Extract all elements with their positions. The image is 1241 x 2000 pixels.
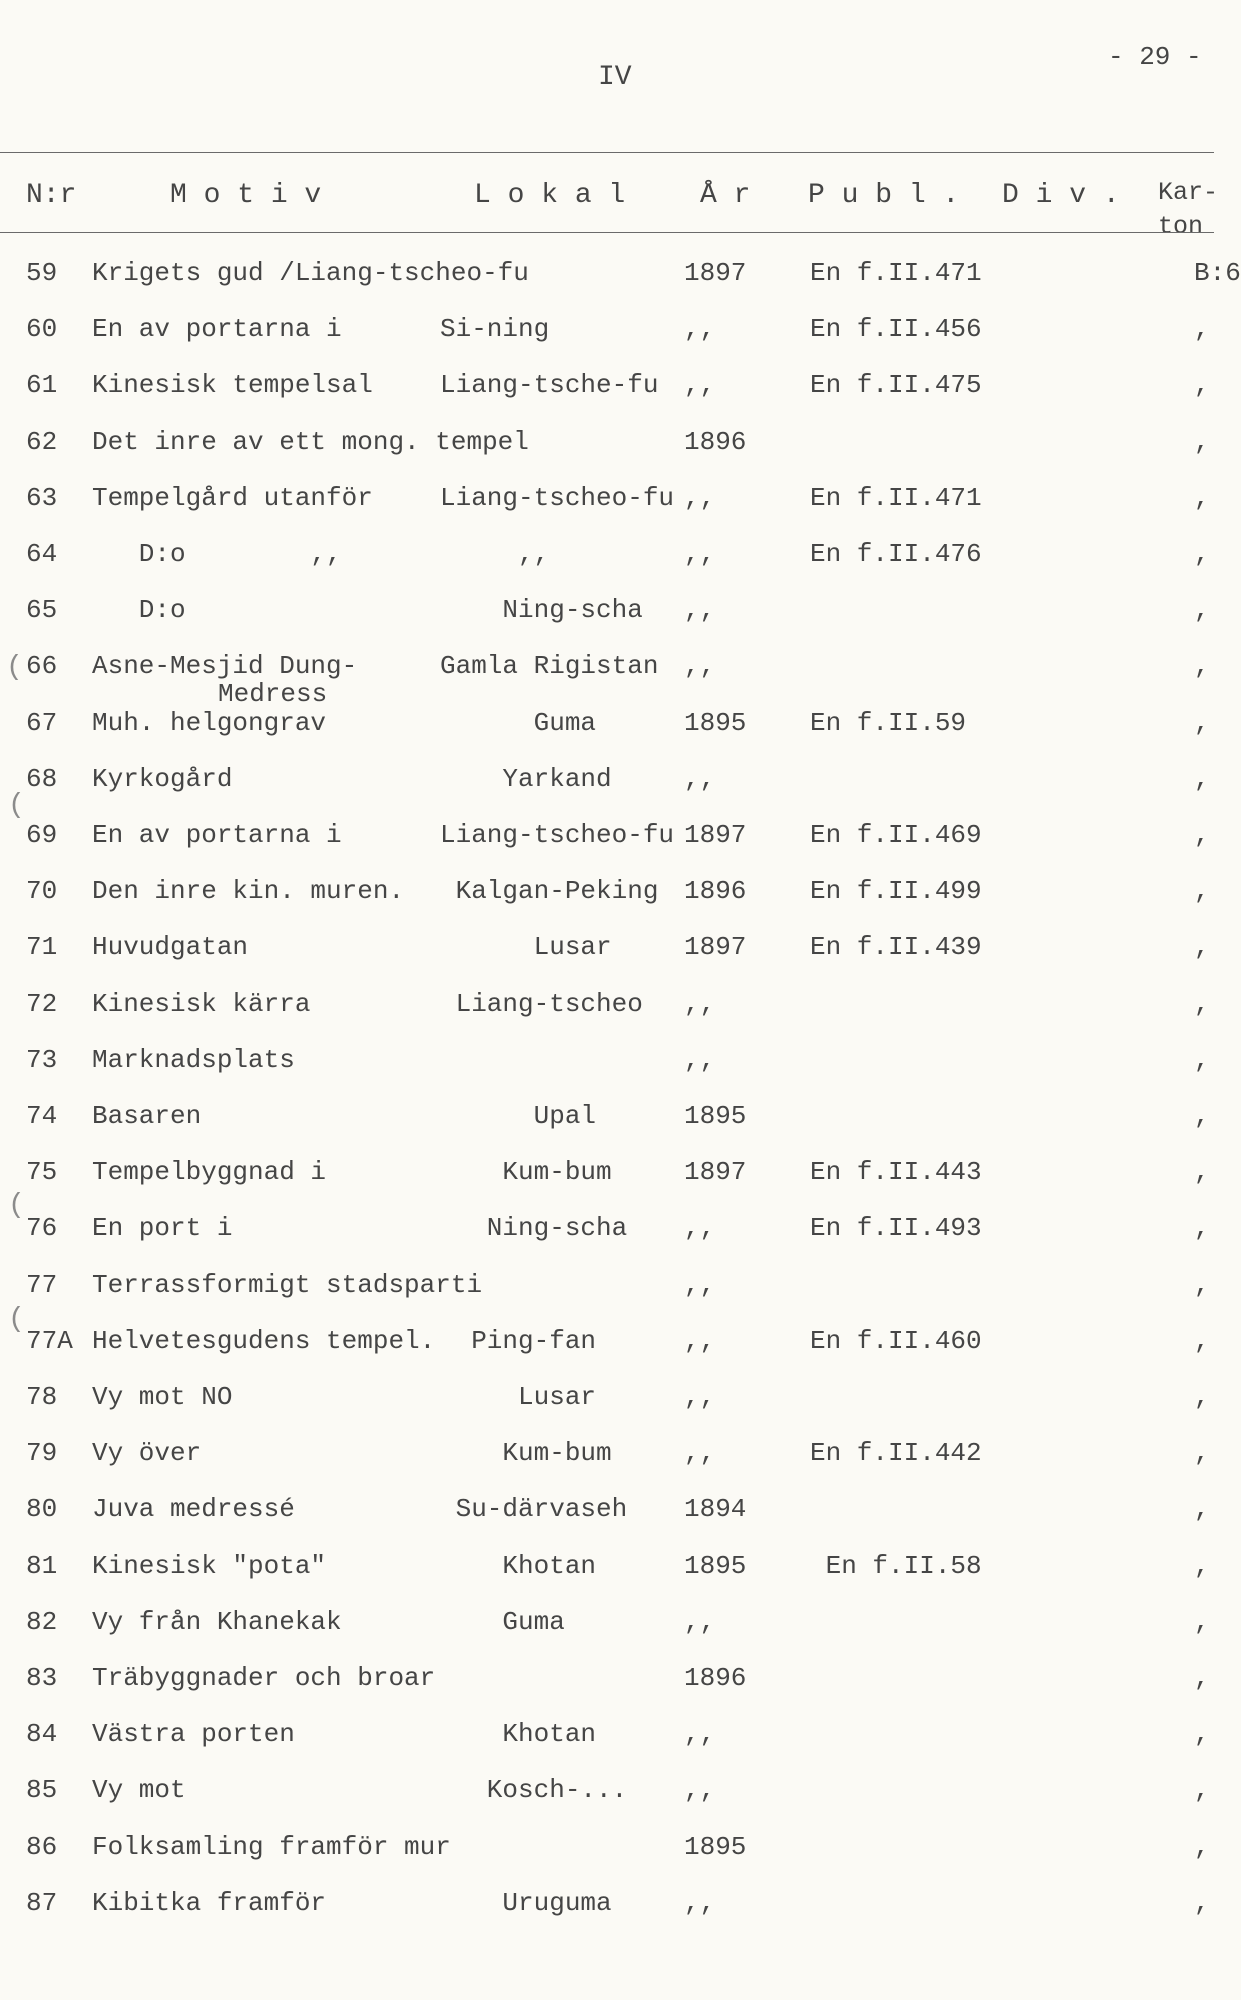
cell-lokal: Kum-bum xyxy=(440,1438,612,1469)
table-row xyxy=(0,595,1214,651)
cell-motiv: Juva medressé xyxy=(92,1494,295,1525)
cell-kar: , xyxy=(1194,707,1210,738)
cell-motiv: D:o xyxy=(92,595,186,626)
cell-motiv: Västra porten xyxy=(92,1719,295,1750)
cell-motiv: En av portarna i xyxy=(92,314,342,345)
cell-motiv: Träbyggnader och broar xyxy=(92,1663,436,1693)
header-nr: N:r xyxy=(26,180,77,211)
table-row xyxy=(0,314,1214,370)
cell-kar: , xyxy=(1194,1775,1210,1806)
cell-motiv: Kinesisk "pota" xyxy=(92,1550,327,1581)
cell-lokal: Khotan xyxy=(440,1550,597,1581)
cell-publ: En f.II.471 xyxy=(810,258,982,288)
cell-ar: ,, xyxy=(684,595,716,626)
cell-nr: 74 xyxy=(26,1101,58,1131)
table-row xyxy=(0,876,1214,932)
cell-ar: 1895 xyxy=(684,1831,747,1862)
header-publ: P u b l . xyxy=(808,180,960,211)
cell-motiv: Krigets gud /Liang-tscheo-fu xyxy=(92,258,529,288)
cell-nr: 59 xyxy=(26,258,58,288)
cell-lokal: Guma xyxy=(440,1606,565,1637)
cell-motiv: Marknadsplats xyxy=(92,1044,295,1075)
cell-kar: , xyxy=(1194,1887,1210,1918)
table-row xyxy=(0,1213,1214,1269)
table-row xyxy=(0,708,1214,764)
table-row xyxy=(0,1888,1214,1944)
table-row xyxy=(0,651,1214,710)
table-row xyxy=(0,539,1214,595)
cell-lokal: Ning-scha xyxy=(440,1213,628,1244)
page-roman-numeral: IV xyxy=(598,62,632,93)
cell-ar: 1894 xyxy=(684,1494,747,1525)
cell-kar: , xyxy=(1194,1213,1210,1244)
table-row xyxy=(0,932,1214,988)
cell-lokal: Liang-tscheo-fu xyxy=(440,820,675,850)
cell-nr: 72 xyxy=(26,988,58,1019)
cell-lokal: Ping-fan xyxy=(440,1325,597,1356)
cell-nr: 66 xyxy=(26,651,58,682)
cell-publ: En f.II.59 xyxy=(810,707,967,738)
table-row xyxy=(0,1775,1214,1831)
table-row xyxy=(0,764,1214,820)
cell-nr: 69 xyxy=(26,820,58,850)
top-rule xyxy=(0,152,1214,153)
cell-nr: 86 xyxy=(26,1831,58,1862)
cell-ar: 1895 xyxy=(684,1101,747,1131)
table-row xyxy=(0,1832,1214,1888)
cell-ar: 1895 xyxy=(684,707,747,738)
cell-nr: 83 xyxy=(26,1663,58,1693)
cell-motiv: Asne-Mesjid Dung- xyxy=(92,651,358,682)
cell-ar: ,, xyxy=(684,1719,716,1750)
cell-nr: 77 xyxy=(26,1269,58,1300)
cell-nr: 80 xyxy=(26,1494,58,1525)
cell-kar: , xyxy=(1194,1663,1210,1693)
cell-ar: ,, xyxy=(684,1213,716,1244)
cell-ar: ,, xyxy=(684,1606,716,1637)
table-row xyxy=(0,258,1241,314)
cell-ar: ,, xyxy=(684,1382,716,1412)
table-row xyxy=(0,1157,1214,1213)
cell-publ: En f.II.439 xyxy=(810,932,982,963)
cell-ar: 1897 xyxy=(684,932,747,963)
cell-kar: , xyxy=(1194,651,1210,682)
cell-motiv: Vy mot NO xyxy=(92,1382,233,1412)
cell-motiv: Det inre av ett mong. tempel xyxy=(92,426,529,457)
table-row xyxy=(0,1607,1214,1663)
cell-lokal: Kosch-... xyxy=(440,1775,628,1806)
cell-kar: , xyxy=(1194,1550,1210,1581)
cell-lokal: Kalgan-Peking xyxy=(440,876,659,907)
table-row xyxy=(0,370,1214,426)
cell-ar: ,, xyxy=(684,370,716,401)
cell-lokal: Liang-tsche-fu xyxy=(440,370,659,401)
header-ar: Å r xyxy=(700,180,751,211)
cell-kar: , xyxy=(1194,482,1210,513)
cell-ar: ,, xyxy=(684,763,716,794)
cell-publ: En f.II.443 xyxy=(810,1157,982,1188)
cell-nr: 87 xyxy=(26,1887,58,1918)
table-row xyxy=(0,1382,1214,1438)
table-row xyxy=(0,820,1214,876)
cell-nr: 84 xyxy=(26,1719,58,1750)
cell-nr: 76 xyxy=(26,1213,58,1244)
cell-lokal: Yarkand xyxy=(440,763,612,794)
cell-kar: , xyxy=(1194,370,1210,401)
cell-publ: En f.II.442 xyxy=(810,1438,982,1469)
cell-motiv: Den inre kin. muren. xyxy=(92,876,405,907)
header-lokal: L o k a l xyxy=(474,180,626,211)
cell-kar: , xyxy=(1194,1382,1210,1412)
cell-publ: En f.II.456 xyxy=(810,314,982,345)
cell-ar: 1897 xyxy=(684,258,747,288)
cell-motiv: Vy från Khanekak xyxy=(92,1606,342,1637)
cell-kar: , xyxy=(1194,1494,1210,1525)
cell-lokal: Uruguma xyxy=(440,1887,612,1918)
cell-kar: , xyxy=(1194,314,1210,345)
cell-nr: 71 xyxy=(26,932,58,963)
cell-ar: ,, xyxy=(684,1044,716,1075)
cell-lokal: Si-ning xyxy=(440,314,550,345)
cell-lokal: Khotan xyxy=(440,1719,597,1750)
cell-publ: En f.II.499 xyxy=(810,876,982,907)
cell-kar: , xyxy=(1194,1101,1210,1131)
cell-lokal: Lusar xyxy=(440,932,612,963)
cell-kar: , xyxy=(1194,595,1210,626)
cell-nr: 67 xyxy=(26,707,58,738)
cell-kar: , xyxy=(1194,876,1210,907)
header-motiv: M o t i v xyxy=(170,180,322,211)
cell-ar: ,, xyxy=(684,1775,716,1806)
punch-hole-mark: ( xyxy=(8,1190,25,1221)
cell-nr: 73 xyxy=(26,1044,58,1075)
cell-ar: ,, xyxy=(684,988,716,1019)
table-row xyxy=(0,1045,1214,1101)
cell-kar: B:6 xyxy=(1194,258,1241,288)
header-div: D i v . xyxy=(1002,180,1120,211)
cell-kar: , xyxy=(1194,820,1210,850)
cell-ar: ,, xyxy=(684,651,716,682)
table-row xyxy=(0,1494,1214,1550)
cell-motiv-continuation: Medress xyxy=(218,679,328,710)
cell-motiv: Kibitka framför xyxy=(92,1887,327,1918)
table-row xyxy=(0,1326,1214,1382)
table-row xyxy=(0,1438,1214,1494)
cell-nr: 82 xyxy=(26,1606,58,1637)
punch-hole-mark: ( xyxy=(8,790,25,821)
cell-nr: 75 xyxy=(26,1157,58,1188)
table-row xyxy=(0,427,1214,483)
table-row xyxy=(0,1719,1214,1775)
cell-ar: ,, xyxy=(684,1887,716,1918)
cell-ar: 1896 xyxy=(684,426,747,457)
cell-nr: 60 xyxy=(26,314,58,345)
cell-motiv: Kyrkogård xyxy=(92,763,233,794)
cell-motiv: Helvetesgudens tempel. xyxy=(92,1325,436,1356)
cell-nr: 62 xyxy=(26,426,58,457)
cell-lokal: Liang-tscheo-fu xyxy=(440,482,675,513)
cell-publ: En f.II.460 xyxy=(810,1325,982,1356)
cell-kar: , xyxy=(1194,1831,1210,1862)
cell-publ: En f.II.469 xyxy=(810,820,982,850)
table-row xyxy=(0,1663,1214,1719)
cell-lokal: Lusar xyxy=(440,1382,597,1412)
cell-nr: 77A xyxy=(26,1325,73,1356)
cell-lokal: Kum-bum xyxy=(440,1157,612,1188)
cell-ar: ,, xyxy=(684,539,716,569)
header-karton-line1: Kar- xyxy=(1158,178,1219,207)
cell-ar: ,, xyxy=(684,1438,716,1469)
cell-lokal: Ning-scha xyxy=(440,595,643,626)
cell-publ: En f.II.493 xyxy=(810,1213,982,1244)
cell-motiv: D:o ,, xyxy=(92,539,342,569)
cell-kar: , xyxy=(1194,1719,1210,1750)
cell-nr: 78 xyxy=(26,1382,58,1412)
cell-lokal: Su-därvaseh xyxy=(440,1494,628,1525)
punch-hole-mark: ( xyxy=(6,652,23,683)
header-rule xyxy=(0,232,1214,233)
cell-lokal: Upal xyxy=(440,1101,597,1131)
cell-nr: 68 xyxy=(26,763,58,794)
cell-motiv: Terrassformigt stadsparti xyxy=(92,1269,483,1300)
cell-motiv: Tempelgård utanför xyxy=(92,482,373,513)
cell-ar: ,, xyxy=(684,482,716,513)
cell-motiv: En av portarna i xyxy=(92,820,342,850)
cell-nr: 79 xyxy=(26,1438,58,1469)
table-row xyxy=(0,483,1214,539)
cell-kar: , xyxy=(1194,932,1210,963)
page-number: - 29 - xyxy=(1108,42,1202,72)
cell-publ: En f.II.58 xyxy=(810,1550,982,1581)
cell-ar: ,, xyxy=(684,1325,716,1356)
cell-motiv: Vy över xyxy=(92,1438,202,1469)
cell-lokal: Gamla Rigistan xyxy=(440,651,659,682)
cell-nr: 81 xyxy=(26,1550,58,1581)
cell-ar: 1897 xyxy=(684,820,747,850)
cell-motiv: Folksamling framför mur xyxy=(92,1831,451,1862)
table-row xyxy=(0,1270,1214,1326)
cell-kar: , xyxy=(1194,1044,1210,1075)
cell-lokal: Liang-tscheo xyxy=(440,988,643,1019)
header-karton-line2: ton xyxy=(1158,212,1204,241)
cell-kar: , xyxy=(1194,1157,1210,1188)
cell-motiv: Muh. helgongrav xyxy=(92,707,327,738)
cell-lokal: ,, xyxy=(440,539,550,569)
table-row xyxy=(0,1101,1214,1157)
punch-hole-mark: ( xyxy=(8,1304,25,1335)
cell-motiv: Huvudgatan xyxy=(92,932,249,963)
cell-kar: , xyxy=(1194,1269,1210,1300)
cell-nr: 65 xyxy=(26,595,58,626)
cell-kar: , xyxy=(1194,426,1210,457)
cell-ar: 1896 xyxy=(684,876,747,907)
cell-kar: , xyxy=(1194,1325,1210,1356)
cell-motiv: En port i xyxy=(92,1213,233,1244)
cell-kar: , xyxy=(1194,988,1210,1019)
cell-motiv: Tempelbyggnad i xyxy=(92,1157,327,1188)
cell-kar: , xyxy=(1194,763,1210,794)
cell-nr: 63 xyxy=(26,482,58,513)
cell-nr: 61 xyxy=(26,370,58,401)
cell-ar: ,, xyxy=(684,1269,716,1300)
cell-lokal: Guma xyxy=(440,707,597,738)
cell-publ: En f.II.471 xyxy=(810,482,982,513)
table-row xyxy=(0,1551,1214,1607)
cell-motiv: Kinesisk tempelsal xyxy=(92,370,373,401)
cell-motiv: Vy mot xyxy=(92,1775,186,1806)
cell-nr: 85 xyxy=(26,1775,58,1806)
cell-kar: , xyxy=(1194,1606,1210,1637)
cell-nr: 70 xyxy=(26,876,58,907)
cell-motiv: Basaren xyxy=(92,1101,202,1131)
header-karton xyxy=(1158,176,1218,244)
cell-ar: 1895 xyxy=(684,1550,747,1581)
cell-nr: 64 xyxy=(26,539,58,569)
cell-ar: 1896 xyxy=(684,1663,747,1693)
cell-motiv: Kinesisk kärra xyxy=(92,988,311,1019)
cell-publ: En f.II.475 xyxy=(810,370,982,401)
cell-ar: 1897 xyxy=(684,1157,747,1188)
cell-ar: ,, xyxy=(684,314,716,345)
table-row xyxy=(0,989,1214,1045)
cell-kar: , xyxy=(1194,539,1210,569)
cell-publ: En f.II.476 xyxy=(810,539,982,569)
cell-kar: , xyxy=(1194,1438,1210,1469)
